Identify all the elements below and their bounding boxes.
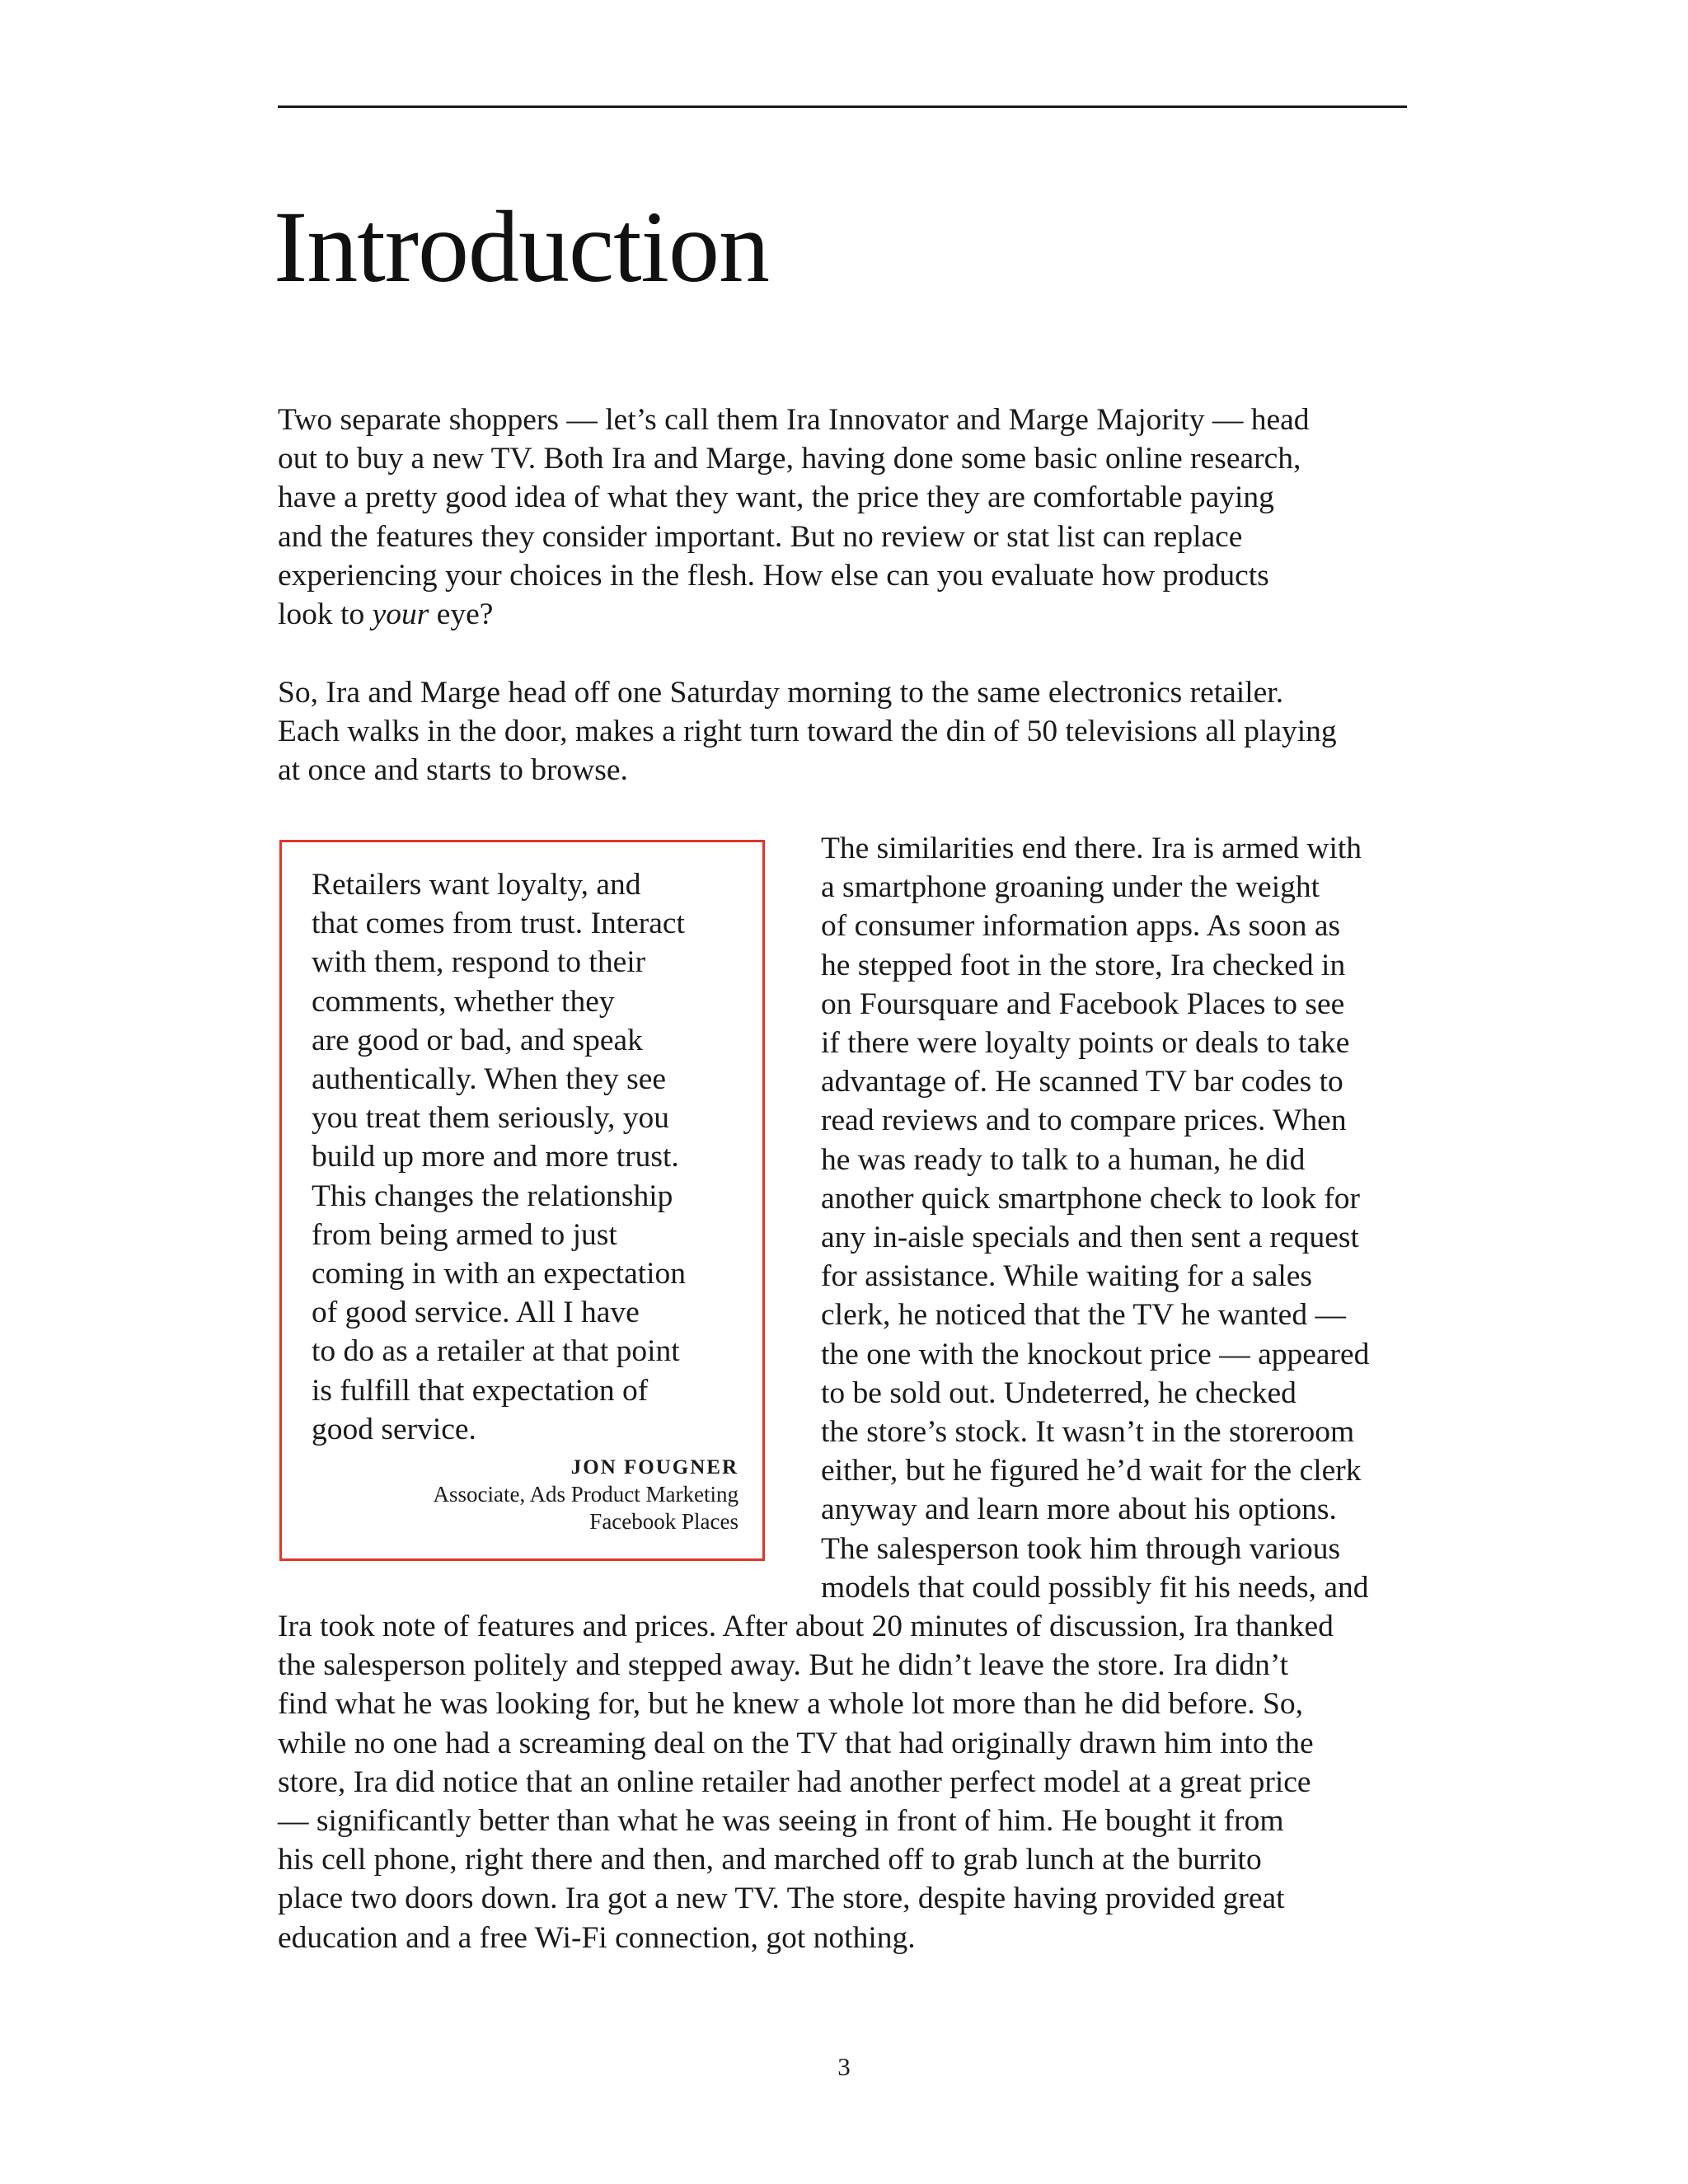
attribution-name: JON FOUGNER (570, 1456, 738, 1479)
text-line: have a pretty good idea of what they want, the price they are comfortable paying (278, 480, 1274, 515)
text-line: Ira took note of features and prices. After about 20 minutes of discussion, Ira thanked (278, 1610, 1334, 1643)
text-fragment: eye? (429, 598, 494, 632)
paragraph-ira-story (821, 829, 1369, 1607)
text-line: the store’s stock. It wasn’t in the storeroom (821, 1415, 1355, 1450)
text-line: anyway and learn more about his options. (821, 1493, 1337, 1527)
text-line: The salesperson took him through various (821, 1531, 1341, 1566)
quote-attribution (434, 1455, 738, 1535)
quote-line: Retailers want loyalty, and (312, 868, 641, 902)
pull-quote-text (312, 865, 686, 1449)
text-line: if there were loyalty points or deals to take (821, 1026, 1350, 1061)
text-line: find what he was looking for, but he knew a whole lot more than he did before. So, (278, 1687, 1304, 1722)
attribution-organization: Facebook Places (589, 1509, 738, 1534)
text-line: on Foursquare and Facebook Places to see (821, 987, 1345, 1021)
quote-line: build up more and more trust. (312, 1140, 679, 1174)
text-line: out to buy a new TV. Both Ira and Marge, having done some basic online research, (278, 442, 1301, 476)
paragraph-store-visit (278, 673, 1337, 790)
text-line: either, but he figured he’d wait for the clerk (821, 1454, 1362, 1488)
top-rule (278, 105, 1407, 108)
text-line: to be sold out. Undeterred, he checked (821, 1376, 1296, 1410)
chapter-title: Introduction (274, 190, 769, 303)
quote-line: is fulfill that expectation of (312, 1373, 649, 1408)
quote-line: comments, whether they (312, 984, 615, 1019)
quote-line: from being armed to just (312, 1217, 617, 1252)
quote-line: coming in with an expectation (312, 1257, 687, 1291)
text-line: place two doors down. Ira got a new TV. The store, despite having provided great (278, 1882, 1285, 1916)
quote-line: of good service. All I have (312, 1296, 640, 1330)
text-line: while no one had a screaming deal on the TV that had originally drawn him into the (278, 1726, 1314, 1760)
quote-line: good service. (312, 1412, 476, 1446)
text-line: any in-aisle specials and then sent a request (821, 1221, 1359, 1255)
text-line: models that could possibly fit his needs, and (821, 1570, 1369, 1605)
text-line: — significantly better than what he was seeing in front of him. He bought it from (278, 1804, 1284, 1839)
text-fragment: look to (278, 598, 373, 632)
paragraph-ira-conclusion (278, 1607, 1334, 1957)
text-line: The similarities end there. Ira is armed with (821, 832, 1362, 865)
text-line: the one with the knockout price — appeared (821, 1337, 1370, 1371)
text-line (278, 595, 1310, 634)
text-line: of consumer information apps. As soon as (821, 909, 1341, 944)
text-line: education and a free Wi-Fi connection, got nothing. (278, 1920, 916, 1955)
quote-line: with them, respond to their (312, 945, 646, 980)
text-line: Each walks in the door, makes a right turn toward the din of 50 televisions all playing (278, 715, 1337, 749)
text-line: experiencing your choices in the flesh. How else can you evaluate how products (278, 558, 1269, 593)
text-line: store, Ira did notice that an online retailer had another perfect model at a great price (278, 1765, 1311, 1799)
quote-line: are good or bad, and speak (312, 1023, 643, 1057)
text-line: and the features they consider important. But no review or stat list can replace (278, 519, 1243, 554)
text-line: Two separate shoppers — let’s call them Ira Innovator and Marge Majority — head (278, 403, 1310, 437)
text-line: advantage of. He scanned TV bar codes to (821, 1065, 1343, 1099)
attribution-role: Associate, Ads Product Marketing (433, 1482, 738, 1507)
quote-line: you treat them seriously, you (312, 1101, 669, 1136)
paragraph-intro (278, 401, 1310, 634)
text-line: he was ready to talk to a human, he did (821, 1142, 1306, 1177)
page-number: 3 (837, 2052, 851, 2081)
text-line: read reviews and to compare prices. When (821, 1104, 1347, 1138)
text-line: a smartphone groaning under the weight (821, 870, 1320, 905)
quote-line: to do as a retailer at that point (312, 1334, 680, 1369)
quote-line: that comes from trust. Interact (312, 907, 685, 941)
quote-line: authentically. When they see (312, 1062, 667, 1097)
text-line: So, Ira and Marge head off one Saturday morning to the same electronics retailer. (278, 676, 1284, 710)
text-line: at once and starts to browse. (278, 753, 628, 788)
text-line: another quick smartphone check to look for (821, 1181, 1360, 1216)
text-line: he stepped foot in the store, Ira checked in (821, 948, 1346, 982)
text-line: for assistance. While waiting for a sales (821, 1259, 1312, 1294)
text-line: his cell phone, right there and then, and marched off to grab lunch at the burrito (278, 1843, 1262, 1877)
text-line: the salesperson politely and stepped away. But he didn’t leave the store. Ira didn’t (278, 1648, 1289, 1683)
quote-line: This changes the relationship (312, 1179, 673, 1213)
emphasis-text: your (372, 598, 429, 632)
text-line: clerk, he noticed that the TV he wanted — (821, 1298, 1346, 1333)
